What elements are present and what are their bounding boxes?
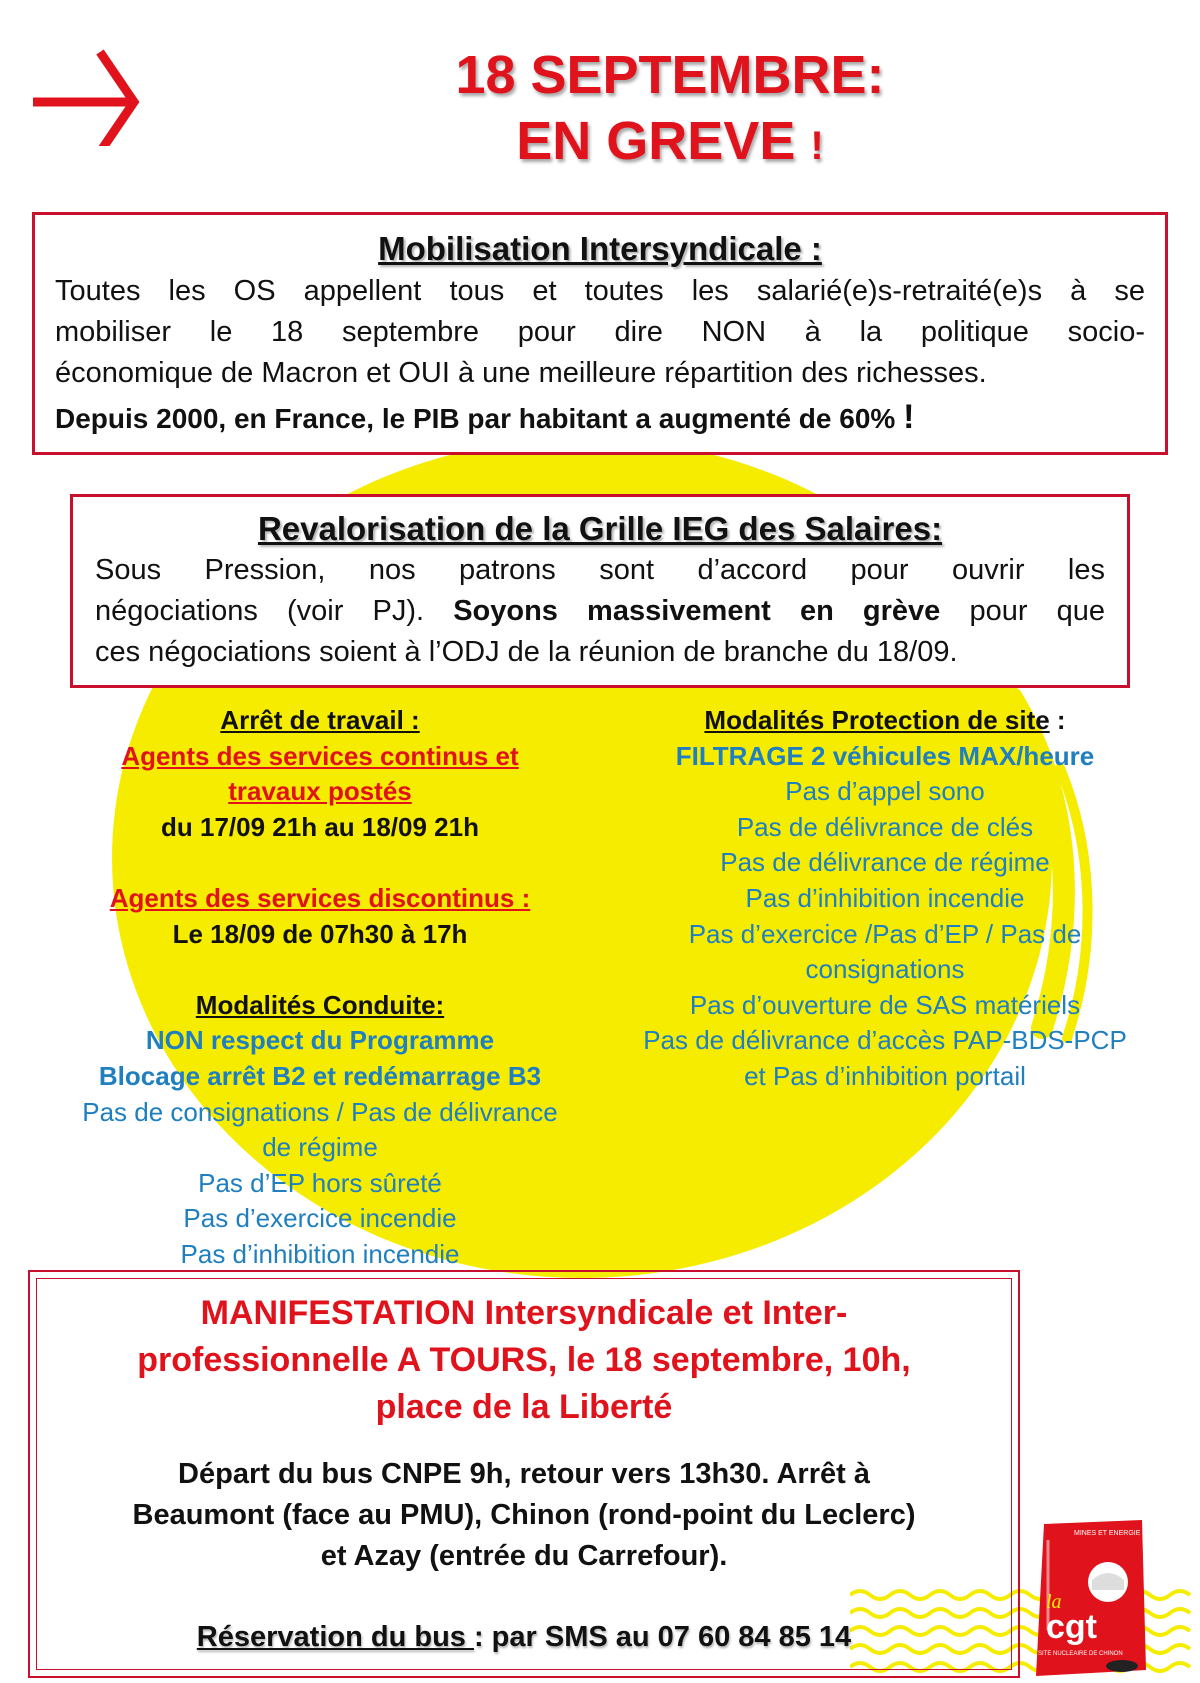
manifestation-line-3: place de la Liberté: [375, 1388, 673, 1426]
manifestation-line-2: professionnelle A TOURS, le 18 septembre, 10h,: [137, 1341, 911, 1379]
left-column: [30, 703, 610, 1273]
discontinus-heading: Agents des services discontinus :: [109, 882, 531, 913]
mobilisation-line-3: économique de Macron et OUI à une meilleure répartition des richesses.: [55, 357, 987, 389]
protection-item: Pas de délivrance d’accès PAP-BDS-PCP: [643, 1025, 1127, 1056]
pib-exclaim: !: [903, 398, 915, 436]
discontinus-time: Le 18/09 de 07h30 à 17h: [172, 918, 468, 949]
pib-text: Depuis 2000, en France, le PIB par habitant a augmenté de 60%: [55, 403, 896, 434]
line2-pre: négociations (voir PJ).: [95, 595, 425, 627]
protection-heading-text: Modalités Protection de site: [704, 705, 1050, 735]
line2-bold: Soyons massivement en grève: [453, 595, 941, 627]
cgt-logo-icon: [1030, 1520, 1148, 1678]
conduite-item: Pas d’exercice incendie: [183, 1203, 457, 1234]
mobilisation-heading: Mobilisation Intersyndicale :: [378, 230, 822, 267]
logo-site-text: SITE NUCLEAIRE DE CHINON: [1038, 1651, 1123, 1657]
conduite-item: Pas d’inhibition incendie: [180, 1238, 460, 1269]
page-title: [380, 42, 960, 179]
conduite-item: Pas de consignations / Pas de délivrance: [82, 1096, 558, 1127]
protection-item: Pas de délivrance de régime: [720, 847, 1050, 878]
logo-cgt-text: cgt: [1046, 1608, 1097, 1646]
conduite-item: Pas d’EP hors sûreté: [198, 1167, 442, 1198]
protection-item: consignations: [805, 954, 965, 985]
protection-item: Pas de délivrance de clés: [736, 811, 1034, 842]
conduite-bold-1: NON respect du Programme: [145, 1025, 495, 1056]
protection-item: Pas d’inhibition incendie: [745, 882, 1025, 913]
mobilisation-pib-line: [55, 397, 1145, 439]
protection-item: Pas d’appel sono: [785, 776, 985, 807]
revalorisation-text: [95, 550, 1105, 673]
revalorisation-heading: Revalorisation de la Grille IEG des Salaires:: [257, 510, 943, 547]
logo-mines-text: MINES ET ENERGIE: [1074, 1530, 1141, 1537]
protection-item: Pas d’ouverture de SAS matériels: [689, 989, 1081, 1020]
continus-time: du 17/09 21h au 18/09 21h: [161, 811, 479, 842]
mobilisation-line-2: mobiliser le 18 septembre pour dire NON à la politique socio-: [55, 316, 1145, 348]
reservation-line: [30, 1617, 1018, 1657]
conduite-item: de régime: [262, 1132, 378, 1163]
right-column: [590, 703, 1180, 1095]
reservation-text: : par SMS au 07 60 84 85 14: [473, 1621, 852, 1653]
title-line-2: [380, 108, 960, 179]
revalorisation-box: [70, 494, 1130, 688]
continus-line-1: Agents des services continus et: [121, 740, 519, 771]
bus-line-3: et Azay (entrée du Carrefour).: [320, 1540, 728, 1572]
protection-item: Pas d’exercice /Pas d’EP / Pas de: [688, 918, 1082, 949]
protection-item: et Pas d’inhibition portail: [744, 1060, 1026, 1091]
bus-info: [30, 1454, 1018, 1577]
conduite-bold-2: Blocage arrêt B2 et redémarrage B3: [98, 1060, 542, 1091]
conduite-heading: Modalités Conduite:: [195, 989, 445, 1020]
mobilisation-text: [55, 271, 1145, 439]
title-exclaim: !: [810, 124, 824, 168]
continus-line-2: travaux postés: [228, 776, 412, 807]
title-line-1: 18 SEPTEMBRE:: [455, 45, 885, 105]
manifestation-title: [30, 1290, 1018, 1431]
title-greve: EN GREVE: [516, 111, 796, 171]
mobilisation-box: [32, 212, 1168, 455]
manifestation-line-1: MANIFESTATION Intersyndicale et Inter-: [200, 1294, 848, 1332]
revalorisation-line-1: Sous Pression, nos patrons sont d’accord pour ouvrir les: [95, 554, 1105, 586]
mobilisation-line-1: Toutes les OS appellent tous et toutes les salarié(e)s-retraité(e)s à se: [55, 275, 1145, 307]
filtrage-line: FILTRAGE 2 véhicules MAX/heure: [675, 740, 1095, 771]
arret-heading: Arrêt de travail :: [220, 705, 420, 735]
revalorisation-line-2: [95, 591, 1105, 632]
revalorisation-line-3: ces négociations soient à l’ODJ de la réunion de branche du 18/09.: [95, 636, 958, 668]
line2-post: pour que: [969, 595, 1106, 627]
logo-la-text: la: [1046, 1591, 1062, 1613]
protection-heading-suffix: :: [1049, 705, 1066, 735]
reservation-label: Réservation du bus: [196, 1621, 474, 1653]
manifestation-box: [28, 1270, 1020, 1678]
protection-heading: [590, 703, 1180, 739]
right-arrow-icon: [30, 46, 145, 146]
bus-line-1: Départ du bus CNPE 9h, retour vers 13h30. Arrêt à: [178, 1458, 870, 1490]
bus-line-2: Beaumont (face au PMU), Chinon (rond-point du Leclerc): [132, 1499, 916, 1531]
